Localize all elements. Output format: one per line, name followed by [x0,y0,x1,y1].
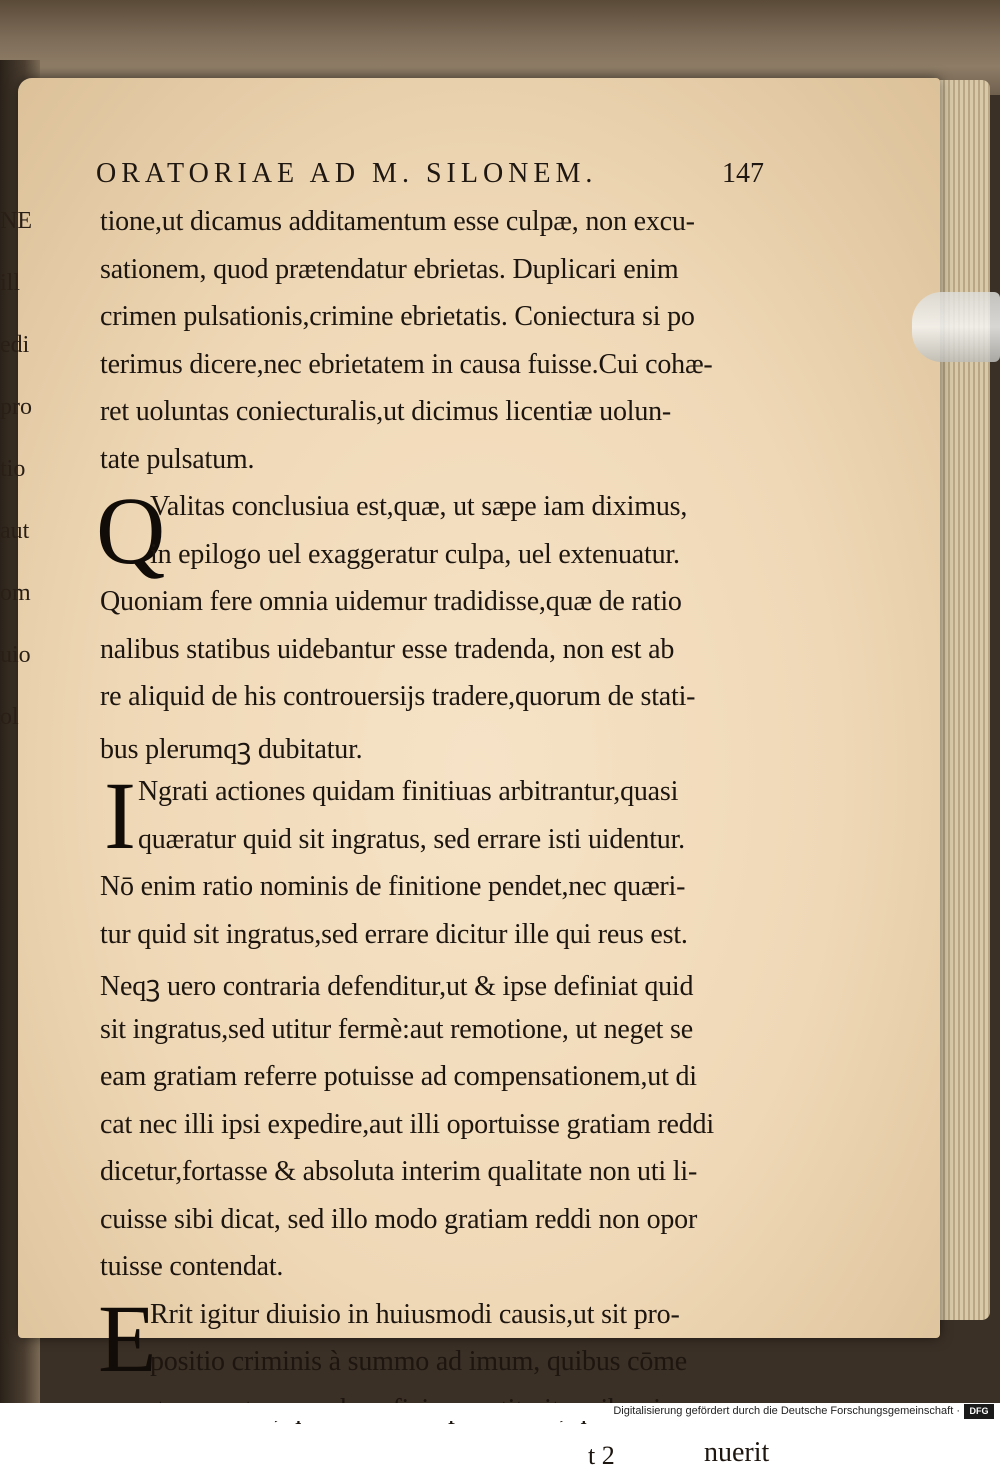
fragment: aut [0,518,30,544]
running-title: ORATORIAE AD M. SILONEM. [96,158,598,189]
text-line: Neqꝫ uero contraria defenditur,ut & ipse definiat quid [100,971,694,1002]
drop-cap-e: E [98,1284,157,1392]
text-line: positio criminis à summo ad imum, quibus cōme [150,1346,687,1377]
text-line: dicetur,fortasse & absoluta interim qualitate non uti li- [100,1156,698,1187]
signature-mark: t 2 [588,1441,615,1470]
fragment: NE [0,208,32,234]
text-line: tur quid sit ingratus,sed errare dicitur ille qui reus est. [100,918,688,950]
text-line: re aliquid de his controuersijs tradere,quorum de stati- [100,681,696,712]
text-line: Nō enim ratio nominis de finitione pendet,nec quæri- [100,871,686,902]
text-line: tione,ut dicamus additamentum esse culpæ, non excu- [100,206,695,237]
text-line: Ngrati actiones quidam finitiuas arbitrantur,quasi [138,776,679,807]
text-line: sit ingratus,sed utitur fermè:aut remotione, ut neget se [100,1013,693,1045]
text-line: tuisse contendat. [100,1251,284,1282]
text-line: terimus dicere,nec ebrietatem in causa fuisse.Cui cohæ- [100,348,713,380]
fragment: ill [0,270,21,296]
text-line: bus plerumqꝫ dubitatur. [100,733,363,765]
drop-cap-i: I [104,762,136,869]
text-line: cat nec illi ipsi expedire,aut illi oportuisse gratiam reddi [100,1108,714,1140]
text-line: eam gratiam referre potuisse ad compensationem,ut di [100,1061,697,1092]
page-clip [912,292,1000,362]
text-line: sationem, quod prætendatur ebrietas. Duplicari enim [100,253,679,285]
left-page-fragments [0,190,34,750]
fragment: tio [0,456,26,482]
fragment: ol [0,704,19,730]
folio-number: 147 [722,158,764,189]
text-line: cuisse sibi dicat, sed illo modo gratiam reddi non opor [100,1203,698,1235]
drop-cap-q: Q [96,477,166,584]
fragment: uio [0,642,31,668]
text-line: nalibus statibus uidebantur esse tradenda, non est ab [100,633,675,665]
page-header [96,158,764,198]
text-line: tate pulsatum. [100,443,255,475]
footer-bar [0,1403,1000,1421]
text-line: quæratur quid sit ingratus, sed errare isti uidentur. [138,823,685,855]
text-line: Quoniam fere omnia uidemur tradidisse,quæ de ratio [100,586,682,617]
fragment: pro [0,394,32,420]
footer-credit: Digitalisierung gefördert durch die Deutsche Forschungsgemeinschaft · [613,1405,960,1417]
fragment: edi [0,332,30,358]
text-line: ret uoluntas coniecturalis,ut dicimus licentiæ uolun- [100,396,672,427]
text-line: Rrit igitur diuisio in huiusmodi causis,ut sit pro- [150,1298,680,1330]
fragment: om [0,580,31,606]
dfg-logo: DFG [964,1404,994,1419]
text-line: crimen pulsationis,crimine ebrietatis. Coniectura si po [100,301,695,332]
catchword: nuerit [704,1437,770,1468]
text-line: Valitas conclusiua est,quæ, ut sæpe iam diximus, [150,491,688,522]
text-line: in epilogo uel exaggeratur culpa, uel extenuatur. [150,538,680,570]
